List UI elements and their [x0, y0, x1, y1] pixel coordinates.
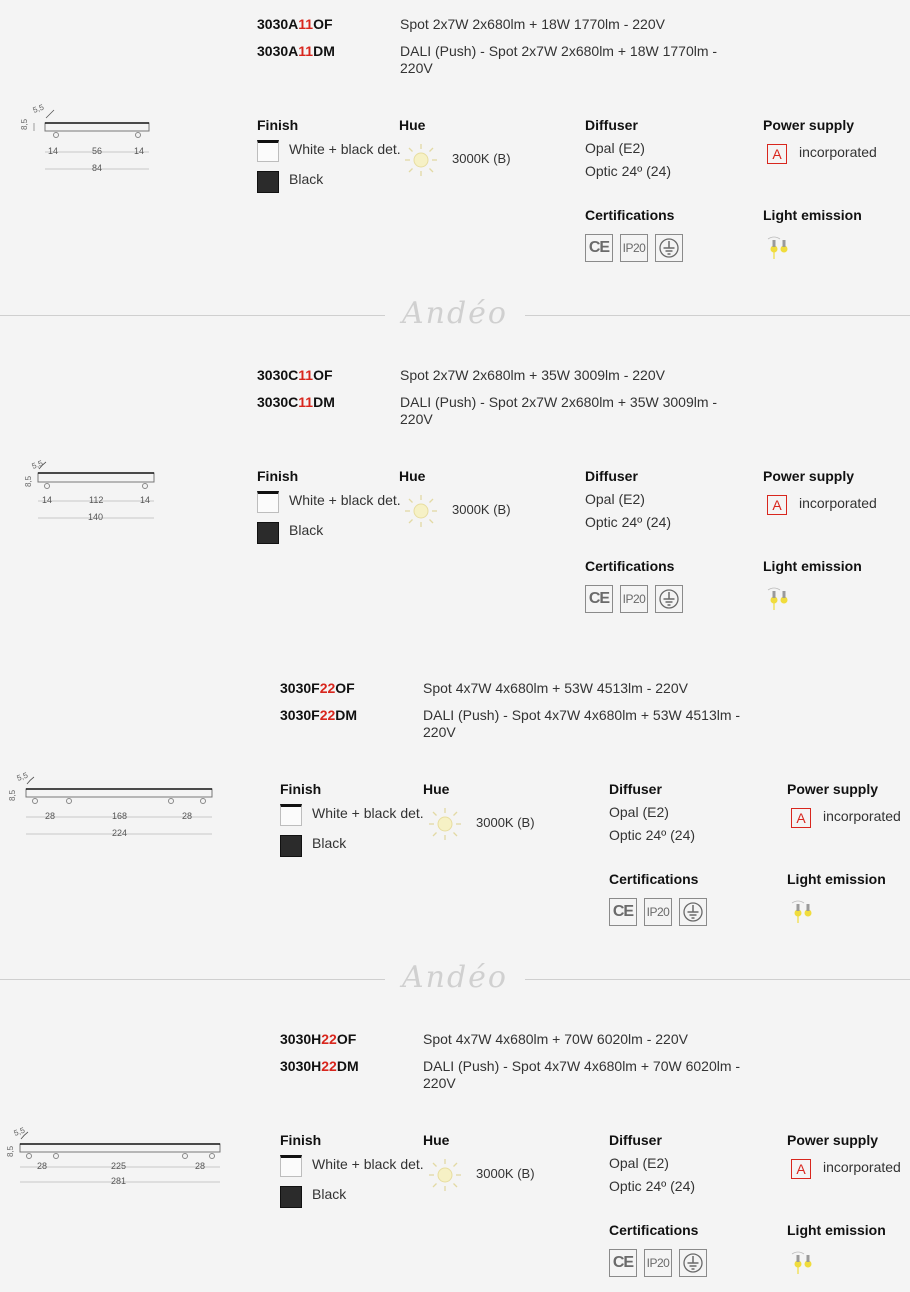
light-emission-icon — [765, 586, 795, 612]
ce-mark-icon: CE — [585, 585, 613, 613]
finish-option: Black — [289, 171, 324, 187]
product-block — [0, 351, 910, 661]
product-code: 3030F22OF — [280, 680, 355, 696]
diffuser-option: Optic 24º (24) — [585, 163, 672, 179]
dimension-drawing — [20, 459, 170, 529]
diffuser-option: Opal (E2) — [609, 804, 669, 820]
product-description: Spot 4x7W 4x680lm + 53W 4513lm - 220V — [423, 680, 688, 696]
product-description: DALI (Push) - Spot 4x7W 4x680lm + 70W 6020lm - 220V — [423, 1058, 741, 1091]
finish-swatch-black — [257, 171, 279, 193]
ce-mark-icon: CE — [609, 898, 637, 926]
diffuser-heading: Diffuser — [585, 468, 638, 484]
power-supply-value: incorporated — [823, 1159, 901, 1175]
dimension-drawing — [20, 100, 160, 175]
product-description: DALI (Push) - Spot 4x7W 4x680lm + 53W 4513lm - 220V — [423, 707, 741, 740]
dim-height: 8,5 — [24, 475, 33, 487]
finish-heading: Finish — [280, 1132, 322, 1148]
product-code: 3030H22OF — [280, 1031, 357, 1047]
product-description: DALI (Push) - Spot 2x7W 2x680lm + 18W 1770lm - 220V — [400, 43, 718, 76]
dim-left: 14 — [48, 146, 59, 156]
product-description: DALI (Push) - Spot 2x7W 2x680lm + 35W 3009lm - 220V — [400, 394, 718, 427]
product-code: 3030H22DM — [280, 1058, 359, 1074]
earth-ground-icon — [655, 234, 683, 262]
product-block — [0, 1015, 910, 1292]
finish-option: White + black det. — [312, 805, 424, 821]
dim-spot: 5,5 — [15, 770, 30, 783]
dimension-drawing — [5, 1120, 230, 1195]
dim-total: 140 — [88, 512, 104, 522]
earth-ground-icon — [679, 1249, 707, 1277]
hue-heading: Hue — [399, 117, 426, 133]
dim-total: 281 — [111, 1176, 127, 1186]
certifications-heading: Certifications — [585, 207, 675, 223]
ip20-icon: IP20 — [620, 585, 648, 613]
earth-ground-icon — [679, 898, 707, 926]
diffuser-heading: Diffuser — [609, 1132, 662, 1148]
sun-icon — [403, 493, 439, 529]
finish-heading: Finish — [257, 117, 299, 133]
product-code: 3030F22DM — [280, 707, 358, 723]
ce-mark-icon: CE — [609, 1249, 637, 1277]
finish-heading: Finish — [280, 781, 322, 797]
light-emission-heading: Light emission — [787, 871, 886, 887]
light-emission-icon — [789, 1250, 819, 1276]
power-supply-badge: A — [791, 1159, 811, 1179]
finish-swatch-black — [280, 1186, 302, 1208]
diffuser-option: Optic 24º (24) — [609, 1178, 696, 1194]
finish-swatch-white — [280, 1155, 302, 1177]
dim-middle: 112 — [89, 495, 104, 505]
power-supply-heading: Power supply — [763, 117, 855, 133]
power-supply-badge: A — [791, 808, 811, 828]
finish-heading: Finish — [257, 468, 299, 484]
diffuser-option: Optic 24º (24) — [609, 827, 696, 843]
light-emission-icon — [789, 899, 819, 925]
power-supply-heading: Power supply — [787, 1132, 879, 1148]
dim-spot: 5,5 — [30, 459, 45, 471]
hue-value: 3000K (B) — [476, 815, 535, 830]
dim-right: 14 — [140, 495, 151, 505]
hue-heading: Hue — [423, 1132, 450, 1148]
dim-right: 28 — [195, 1161, 206, 1171]
product-block — [0, 0, 910, 316]
certifications-heading: Certifications — [585, 558, 675, 574]
finish-swatch-white — [257, 491, 279, 513]
diffuser-option: Opal (E2) — [585, 140, 645, 156]
hue-value: 3000K (B) — [476, 1166, 535, 1181]
ip20-icon: IP20 — [644, 898, 672, 926]
finish-option: Black — [289, 522, 324, 538]
certifications-heading: Certifications — [609, 1222, 699, 1238]
finish-option: White + black det. — [289, 141, 401, 157]
diffuser-option: Optic 24º (24) — [585, 514, 672, 530]
dim-total: 84 — [92, 163, 103, 173]
andeo-logo: Andéo — [385, 296, 525, 331]
finish-swatch-black — [257, 522, 279, 544]
dim-height: 8,5 — [6, 1145, 15, 1157]
finish-swatch-black — [280, 835, 302, 857]
finish-swatch-white — [257, 140, 279, 162]
dim-right: 28 — [182, 811, 193, 821]
sun-icon — [427, 1157, 463, 1193]
dim-middle: 168 — [112, 811, 128, 821]
dim-spot: 5,5 — [31, 102, 46, 115]
light-emission-heading: Light emission — [763, 558, 862, 574]
dim-middle: 56 — [92, 146, 103, 156]
andeo-logo: Andéo — [385, 960, 525, 995]
diffuser-heading: Diffuser — [609, 781, 662, 797]
power-supply-value: incorporated — [799, 144, 877, 160]
dim-left: 14 — [42, 495, 53, 505]
hue-value: 3000K (B) — [452, 151, 511, 166]
ce-mark-icon: CE — [585, 234, 613, 262]
finish-option: White + black det. — [312, 1156, 424, 1172]
dimension-drawing — [5, 769, 225, 839]
finish-option: Black — [312, 1186, 347, 1202]
finish-option: White + black det. — [289, 492, 401, 508]
dim-height: 8,5 — [20, 118, 29, 130]
power-supply-badge: A — [767, 495, 787, 515]
product-code: 3030A11DM — [257, 43, 335, 59]
power-supply-value: incorporated — [823, 808, 901, 824]
product-code: 3030A11OF — [257, 16, 333, 32]
diffuser-heading: Diffuser — [585, 117, 638, 133]
light-emission-heading: Light emission — [787, 1222, 886, 1238]
diffuser-option: Opal (E2) — [609, 1155, 669, 1171]
ip20-icon: IP20 — [644, 1249, 672, 1277]
certifications-heading: Certifications — [609, 871, 699, 887]
product-code: 3030C11DM — [257, 394, 335, 410]
light-emission-icon — [765, 235, 795, 261]
product-description: Spot 2x7W 2x680lm + 35W 3009lm - 220V — [400, 367, 665, 383]
hue-heading: Hue — [399, 468, 426, 484]
finish-option: Black — [312, 835, 347, 851]
sun-icon — [427, 806, 463, 842]
power-supply-heading: Power supply — [763, 468, 855, 484]
power-supply-badge: A — [767, 144, 787, 164]
product-block — [0, 664, 910, 976]
ip20-icon: IP20 — [620, 234, 648, 262]
light-emission-heading: Light emission — [763, 207, 862, 223]
hue-value: 3000K (B) — [452, 502, 511, 517]
power-supply-value: incorporated — [799, 495, 877, 511]
dim-right: 14 — [134, 146, 145, 156]
dim-left: 28 — [37, 1161, 48, 1171]
power-supply-heading: Power supply — [787, 781, 879, 797]
diffuser-option: Opal (E2) — [585, 491, 645, 507]
dim-middle: 225 — [111, 1161, 127, 1171]
dim-spot: 5,5 — [12, 1125, 27, 1138]
dim-total: 224 — [112, 828, 128, 838]
earth-ground-icon — [655, 585, 683, 613]
finish-swatch-white — [280, 804, 302, 826]
sun-icon — [403, 142, 439, 178]
product-code: 3030C11OF — [257, 367, 333, 383]
product-description: Spot 4x7W 4x680lm + 70W 6020lm - 220V — [423, 1031, 688, 1047]
product-description: Spot 2x7W 2x680lm + 18W 1770lm - 220V — [400, 16, 665, 32]
hue-heading: Hue — [423, 781, 450, 797]
dim-height: 8,5 — [8, 789, 17, 801]
dim-left: 28 — [45, 811, 56, 821]
